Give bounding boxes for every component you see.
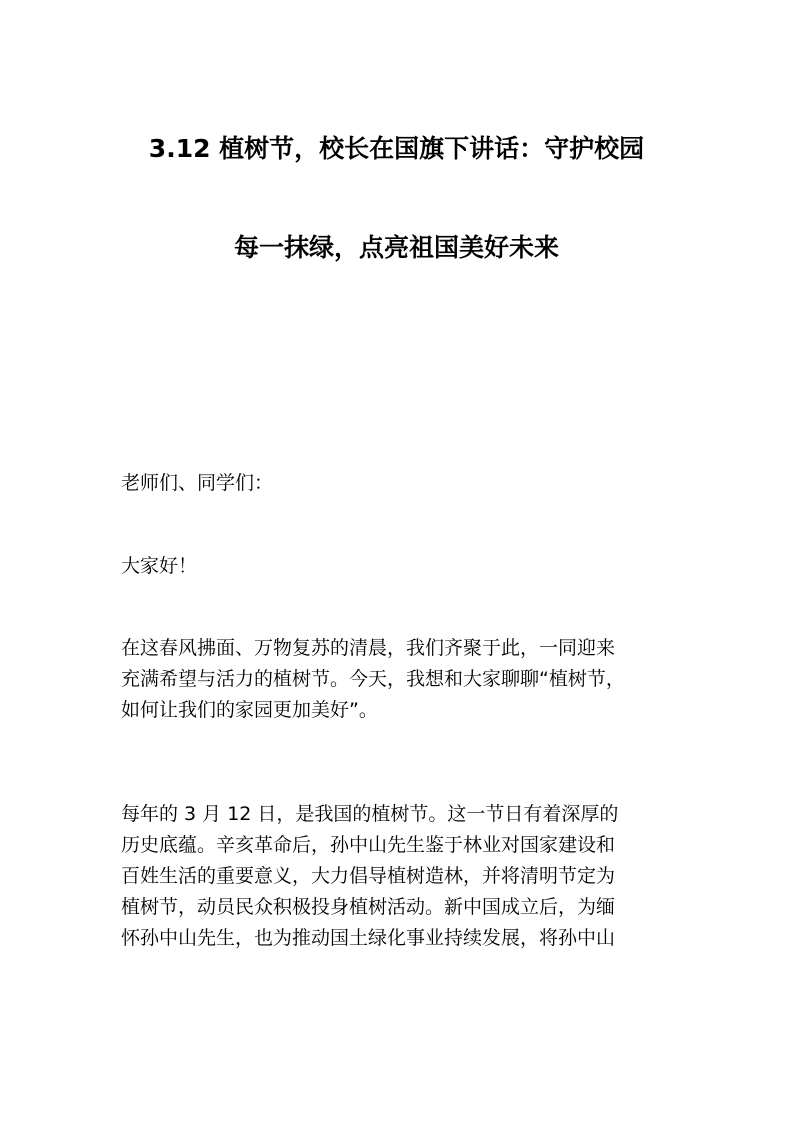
greeting: 大家好！	[121, 555, 198, 577]
title-line-1: 3.12 植树节，校长在国旗下讲话：守护校园	[148, 134, 645, 163]
paragraph-2-line: 植树节，动员民众积极投身植树活动。新中国成立后，为缅	[121, 896, 616, 918]
paragraph-2-line: 百姓生活的重要意义，大力倡导植树造林，并将清明节定为	[121, 865, 616, 887]
paragraph-1-line: 在这春风拂面、万物复苏的清晨，我们齐聚于此，一同迎来	[121, 637, 616, 659]
paragraph-1	[121, 633, 681, 726]
paragraph-2-line: 怀孙中山先生，也为推动国土绿化事业持续发展，将孙中山	[121, 927, 616, 949]
paragraph-2-line: 每年的 3 月 12 日，是我国的植树节。这一节日有着深厚的	[121, 803, 619, 825]
paragraph-2	[121, 799, 681, 954]
paragraph-1-line: 如何让我们的家园更加美好”。	[121, 699, 378, 721]
salutation: 老师们、同学们：	[121, 472, 274, 494]
paragraph-1-line: 充满希望与活力的植树节。今天，我想和大家聊聊“植树节，	[121, 668, 625, 690]
paragraph-2-line: 历史底蕴。辛亥革命后，孙中山先生鉴于林业对国家建设和	[121, 834, 616, 856]
title-line-2: 每一抹绿，点亮祖国美好未来	[233, 233, 559, 262]
